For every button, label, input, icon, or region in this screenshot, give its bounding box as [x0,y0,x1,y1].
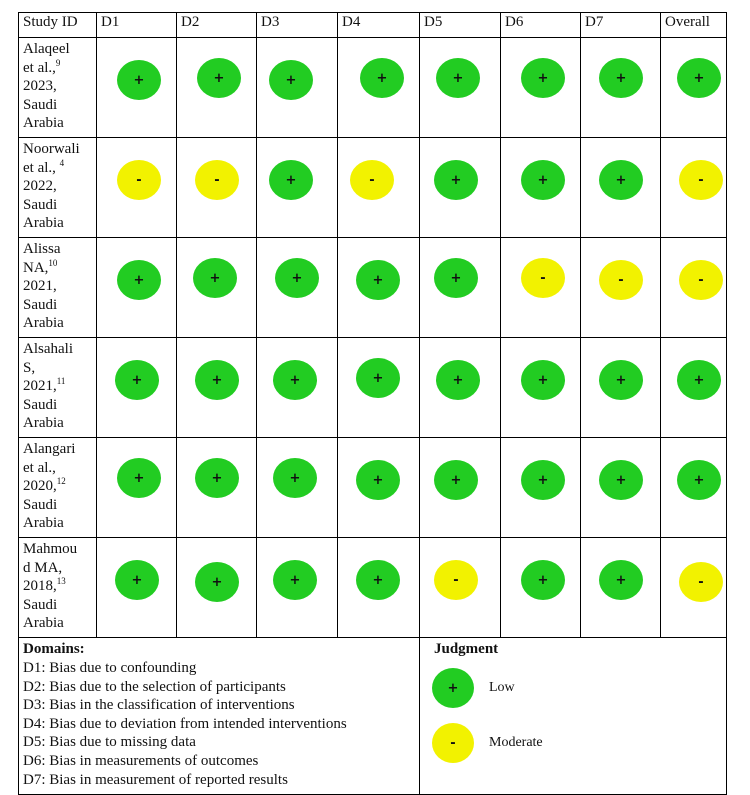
d6-cell [501,38,581,138]
low-risk-icon: + [599,160,643,200]
d3-cell [257,338,338,438]
moderate-risk-icon: - [679,562,723,602]
study-id-cell [19,538,97,638]
study-name: Alangari et al., 2020, [23,441,76,494]
overall-cell [661,538,727,638]
low-risk-icon: + [356,358,400,398]
low-risk-icon: + [195,562,239,602]
low-risk-icon: + [521,460,565,500]
low-risk-icon: + [599,560,643,600]
study-name: Alaqeel et al., [23,41,70,76]
domains-legend [19,638,420,795]
study-id-cell [19,438,97,538]
low-risk-icon: + [273,560,317,600]
study-year: 2021, [23,278,57,294]
d2-cell [177,438,257,538]
header-d3: D3 [257,13,338,38]
d3-cell [257,438,338,538]
domain-item: D7: Bias in measurement of reported results [23,771,288,788]
d1-cell [97,238,177,338]
d1-cell [97,338,177,438]
d2-cell [177,38,257,138]
d4-cell [338,138,420,238]
domain-item: D1: Bias due to confounding [23,660,197,676]
study-id-cell [19,138,97,238]
study-name: Alsahali S, 2021, [23,341,73,394]
low-risk-icon: + [273,360,317,400]
d5-cell [420,38,501,138]
overall-cell [661,138,727,238]
overall-cell [661,238,727,338]
low-risk-icon: + [599,360,643,400]
moderate-risk-icon: - [679,160,723,200]
low-risk-icon: + [677,460,721,500]
moderate-risk-icon: - [350,160,394,200]
study-country: Saudi Arabia [23,596,64,631]
study-country: Saudi Arabia [23,496,64,531]
low-risk-icon: + [677,58,721,98]
moderate-risk-icon: - [195,160,239,200]
header-d4: D4 [338,13,420,38]
study-ref: 9 [55,57,61,68]
study-id-cell [19,338,97,438]
domain-item: D4: Bias due to deviation from intended interventions [23,715,347,732]
domain-item: D5: Bias due to missing data [23,734,196,751]
legend-row [19,638,727,795]
study-country: Saudi Arabia [23,196,64,231]
moderate-label: Moderate [489,735,543,750]
d1-cell [97,438,177,538]
d2-cell [177,338,257,438]
risk-of-bias-table [18,12,727,795]
table-row [19,38,727,138]
d4-cell [338,38,420,138]
low-risk-icon: + [434,258,478,298]
low-risk-icon: + [273,458,317,498]
low-risk-icon: + [193,258,237,298]
d3-cell [257,238,338,338]
low-risk-icon: + [269,60,313,100]
legend-low [432,668,515,708]
study-country: Saudi Arabia [23,396,64,431]
low-risk-icon: + [434,160,478,200]
low-risk-icon: + [521,160,565,200]
judgment-title: Judgment [434,641,499,657]
study-name: Mahmou d MA, 2018, [23,541,78,594]
header-d1: D1 [97,13,177,38]
moderate-risk-icon: - [117,160,161,200]
domain-item: D3: Bias in the classification of interventions [23,697,295,714]
table-row [19,238,727,338]
low-risk-icon: + [521,560,565,600]
moderate-risk-icon: - [679,260,723,300]
low-risk-icon: + [436,58,480,98]
low-risk-icon: + [269,160,313,200]
low-risk-icon: + [356,560,400,600]
low-risk-icon: + [360,58,404,98]
d4-cell [338,538,420,638]
legend-moderate [432,723,543,763]
d3-cell [257,138,338,238]
d3-cell [257,38,338,138]
table-row [19,438,727,538]
header-d2: D2 [177,13,257,38]
d3-cell [257,538,338,638]
d5-cell [420,138,501,238]
low-risk-icon: + [521,58,565,98]
domains-title: Domains: [23,641,85,657]
low-risk-icon: + [434,460,478,500]
study-country: Saudi Arabia [23,296,64,331]
study-ref: 13 [56,576,66,586]
low-risk-icon: + [115,560,159,600]
judgment-legend [420,638,727,795]
moderate-risk-icon: - [434,560,478,600]
low-risk-icon: + [197,58,241,98]
header-row [19,13,727,38]
d2-cell [177,538,257,638]
low-risk-icon: + [599,460,643,500]
header-d7: D7 [581,13,661,38]
d7-cell [581,138,661,238]
d6-cell [501,338,581,438]
d4-cell [338,438,420,538]
d7-cell [581,38,661,138]
overall-cell [661,338,727,438]
header-d5: D5 [420,13,501,38]
overall-cell [661,438,727,538]
low-risk-icon: + [356,460,400,500]
low-risk-icon: + [117,260,161,300]
header-overall: Overall [661,13,727,38]
study-ref: 4 [59,157,65,168]
table-row [19,338,727,438]
table-row [19,138,727,238]
d4-cell [338,338,420,438]
low-risk-icon: + [432,668,474,708]
header-study-id: Study ID [19,13,97,38]
study-name: Noorwali et al., [23,141,80,176]
d7-cell [581,338,661,438]
d5-cell [420,238,501,338]
d2-cell [177,138,257,238]
low-risk-icon: + [677,360,721,400]
d1-cell [97,538,177,638]
study-ref: 12 [56,476,66,486]
study-ref: 11 [56,376,66,386]
d1-cell [97,38,177,138]
d7-cell [581,238,661,338]
d5-cell [420,438,501,538]
low-risk-icon: + [521,360,565,400]
study-year: 2023, [23,78,57,94]
low-risk-icon: + [117,458,161,498]
domain-item: D6: Bias in measurements of outcomes [23,752,259,769]
moderate-risk-icon: - [599,260,643,300]
study-id-cell [19,38,97,138]
low-risk-icon: + [275,258,319,298]
d2-cell [177,238,257,338]
moderate-risk-icon: - [521,258,565,298]
d7-cell [581,538,661,638]
low-risk-icon: + [195,458,239,498]
overall-cell [661,38,727,138]
moderate-risk-icon: - [432,723,474,763]
low-risk-icon: + [436,360,480,400]
low-label: Low [489,680,515,695]
table-row [19,538,727,638]
d6-cell [501,438,581,538]
study-name: Alissa NA, [23,241,61,276]
study-country: Saudi Arabia [23,96,64,131]
d6-cell [501,238,581,338]
d7-cell [581,438,661,538]
domain-item: D2: Bias due to the selection of participants [23,678,286,695]
d6-cell [501,138,581,238]
low-risk-icon: + [599,58,643,98]
d1-cell [97,138,177,238]
low-risk-icon: + [115,360,159,400]
study-id-cell [19,238,97,338]
low-risk-icon: + [195,360,239,400]
study-year: 2022, [23,178,57,194]
d6-cell [501,538,581,638]
d5-cell [420,338,501,438]
low-risk-icon: + [356,260,400,300]
d4-cell [338,238,420,338]
study-ref: 10 [48,257,58,268]
d5-cell [420,538,501,638]
low-risk-icon: + [117,60,161,100]
header-d6: D6 [501,13,581,38]
